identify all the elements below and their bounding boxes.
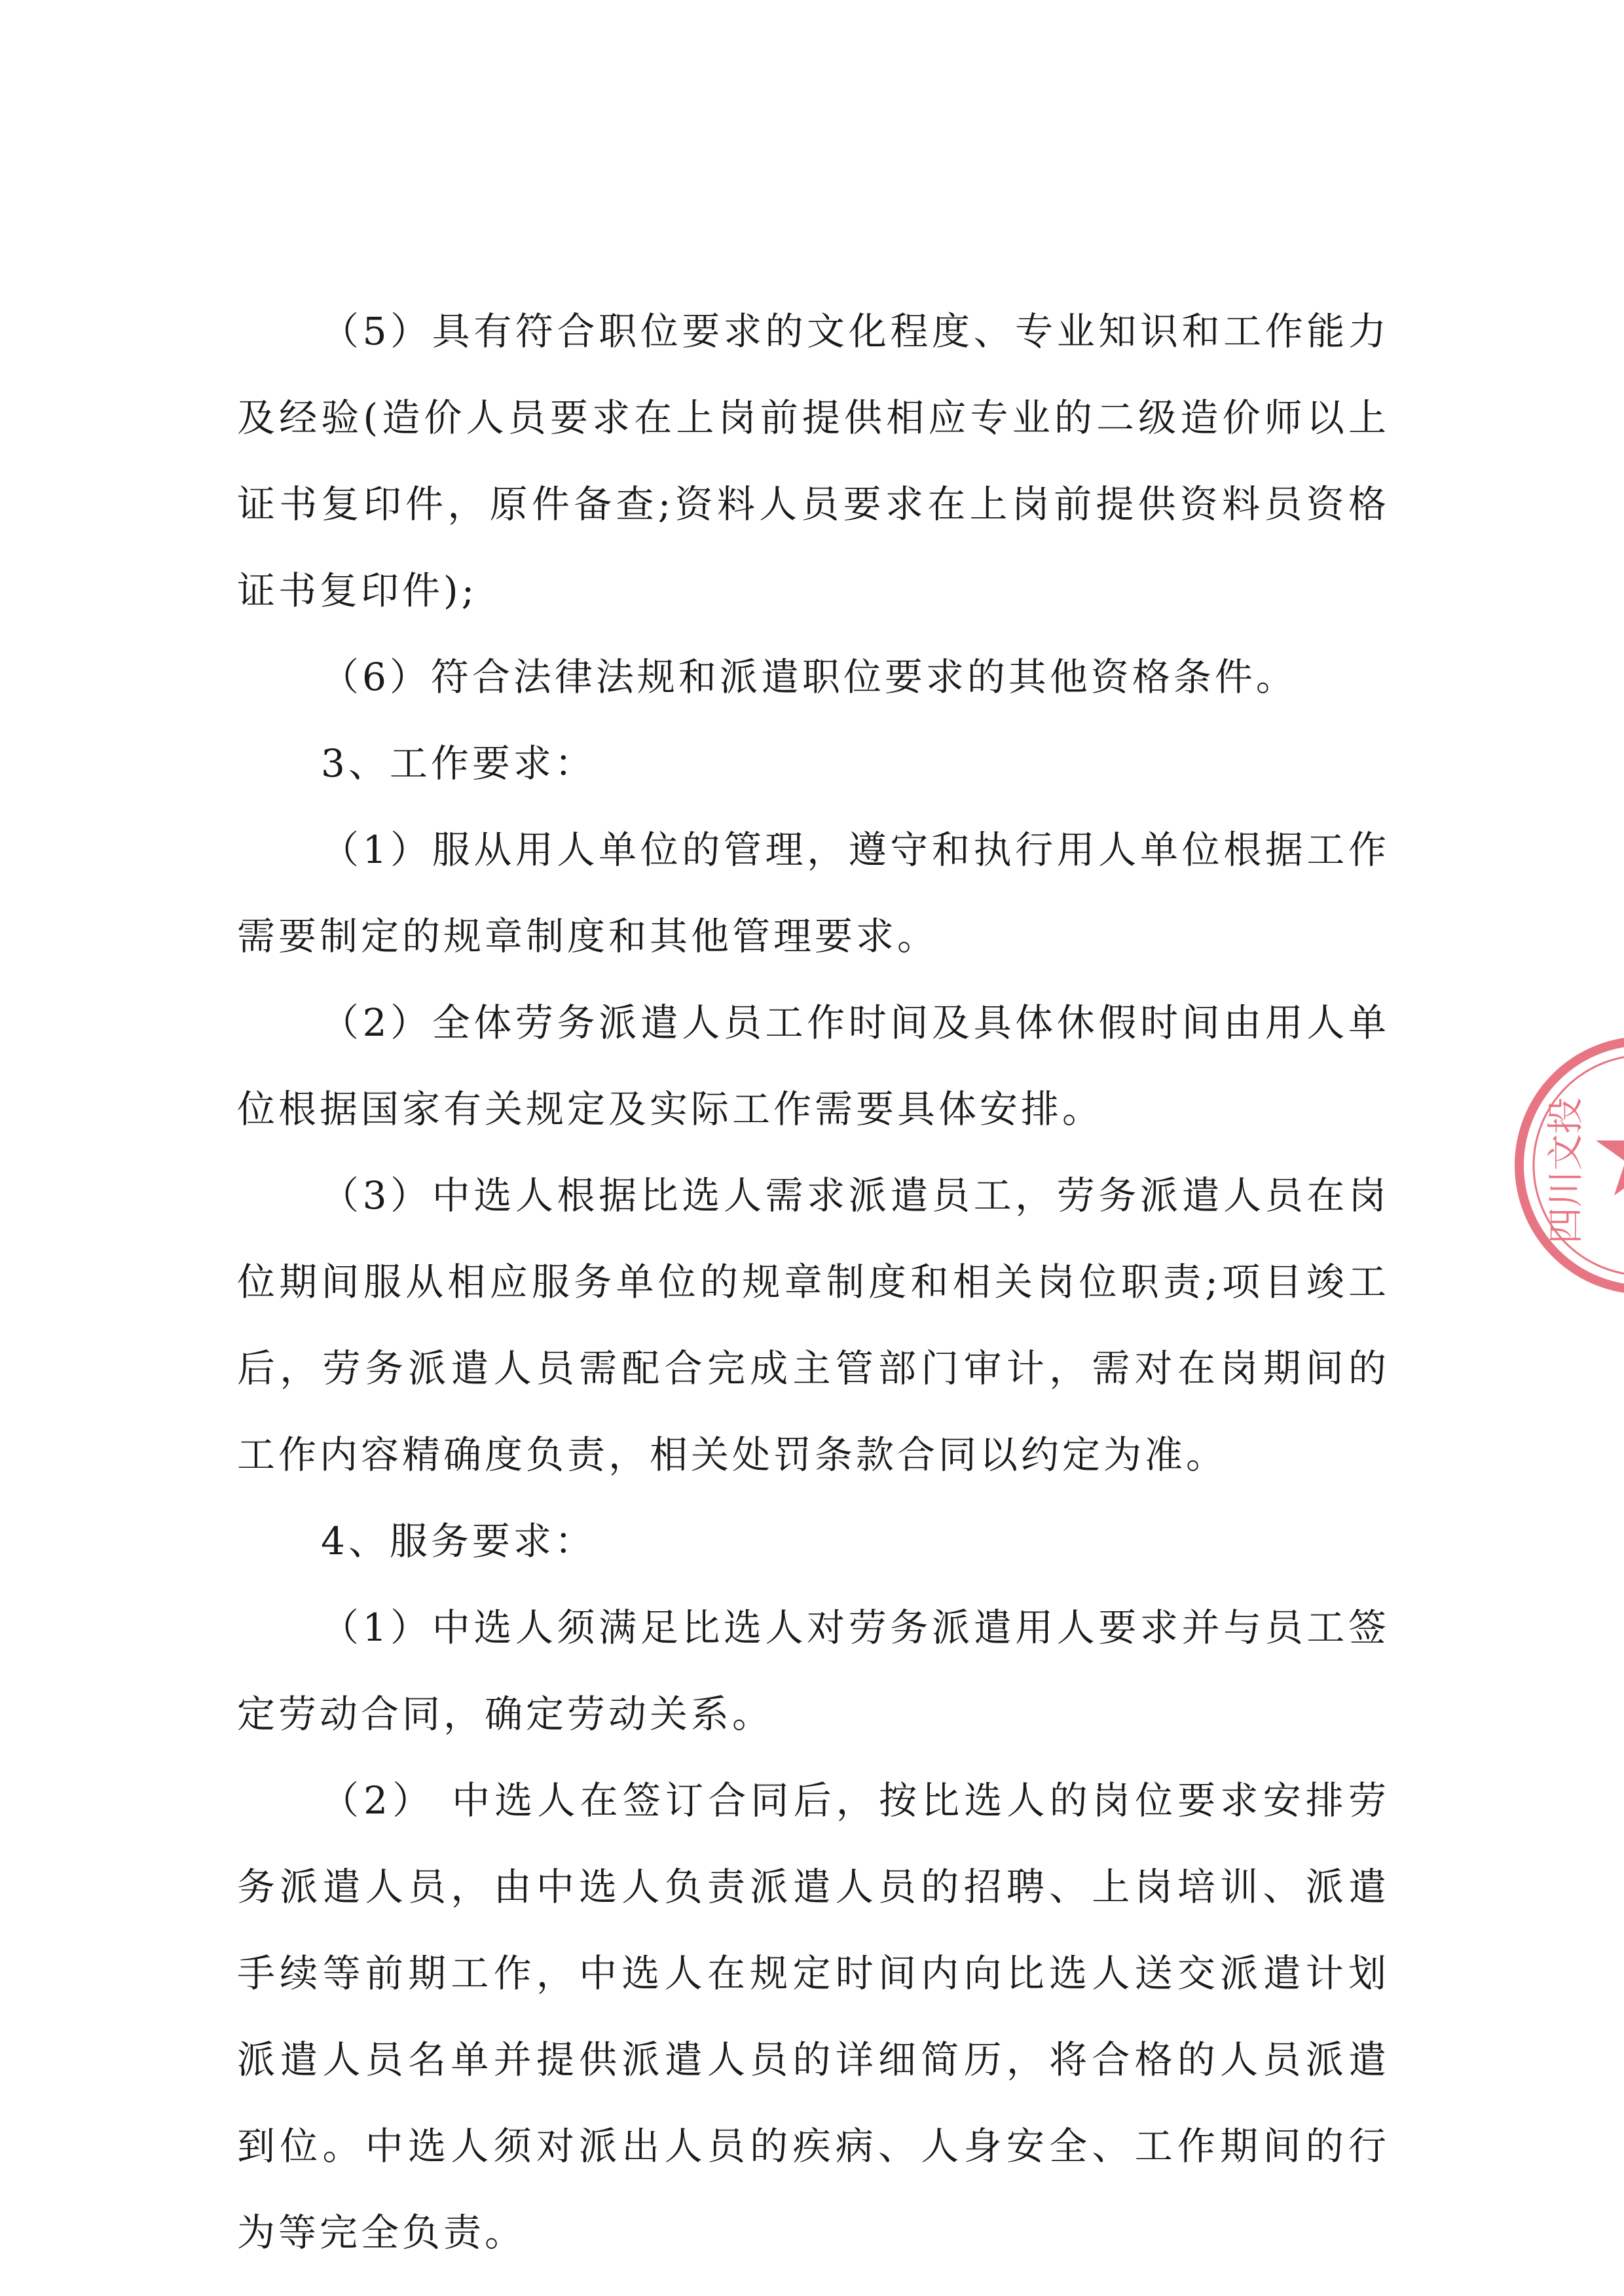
- paragraph-qualification-5: （5）具有符合职位要求的文化程度、专业知识和工作能力及经验(造价人员要求在上岗前提供相应专业的二级造价师以上证书复印件，原件备查;资料人员要求在上岗前提供资料员资格证书复印件);: [237, 309, 1390, 613]
- paragraph-work-3: （3）中选人根据比选人需求派遣员工，劳务派遣人员在岗位期间服从相应服务单位的规章制度和相关岗位职责;项目竣工后，劳务派遣人员需配合完成主管部门审计，需对在岗期间的工作内容精确度负责，相关处罚条款合同以约定为准。: [237, 1173, 1390, 1477]
- paragraph-work-1: （1）服从用人单位的管理，遵守和执行用人单位根据工作需要制定的规章制度和其他管理要求。: [237, 828, 1390, 958]
- svg-text:四川文投: 四川文投: [1545, 1097, 1587, 1244]
- red-seal-stamp: [1506, 1028, 1624, 1303]
- paragraph-service-2: （2） 中选人在签订合同后，按比选人的岗位要求安排劳务派遣人员，由中选人负责派遣人员的招聘、上岗培训、派遣手续等前期工作，中选人在规定时间内向比选人送交派遣计划派遣人员名单并提供派遣人员的详细简历，将合格的人员派遣到位。中选人须对派出人员的疾病、人身安全、工作期间的行为等完全负责。: [237, 1778, 1390, 2255]
- paragraph-qualification-6: （6）符合法律法规和派遣职位要求的其他资格条件。: [321, 655, 1297, 699]
- paragraph-work-2: （2）全体劳务派遣人员工作时间及具体休假时间由用人单位根据国家有关规定及实际工作需要具体安排。: [237, 1000, 1390, 1131]
- paragraph-service-1: （1）中选人须满足比选人对劳务派遣用人要求并与员工签定劳动合同，确定劳动关系。: [237, 1605, 1390, 1736]
- section-heading-service-requirements: 4、服务要求：: [321, 1519, 596, 1563]
- body-text: [237, 288, 1390, 2276]
- section-heading-work-requirements: 3、工作要求：: [321, 741, 596, 786]
